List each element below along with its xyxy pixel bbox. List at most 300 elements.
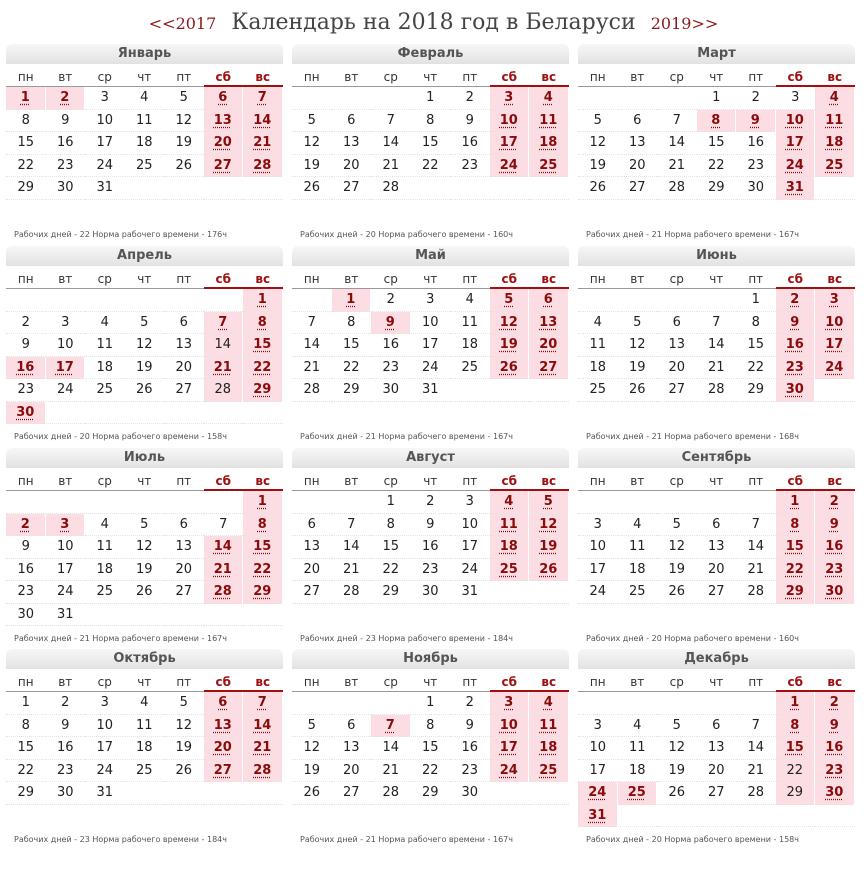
- day-cell: 6: [204, 87, 243, 110]
- day-cell: 14: [332, 536, 372, 559]
- next-year-link[interactable]: 2019>>: [650, 14, 719, 33]
- day-cell: 26: [164, 760, 204, 783]
- day-cell: 10: [450, 514, 490, 537]
- month-work-norm: Рабочих дней - 20 Норма рабочего времени - 158ч: [14, 432, 227, 441]
- day-cell: 13: [697, 737, 737, 760]
- day-cell: 12: [164, 715, 204, 738]
- weekday-header: ср: [371, 471, 411, 491]
- day-cell: 21: [332, 559, 372, 582]
- day-cell: 29: [776, 782, 815, 805]
- weekday-header: вт: [332, 269, 372, 289]
- empty-cell: [243, 177, 283, 200]
- empty-cell: [736, 805, 776, 828]
- month-title: Апрель: [6, 246, 283, 266]
- day-cell: 17: [490, 737, 529, 760]
- month-block: [578, 448, 855, 648]
- day-cell: 20: [204, 737, 243, 760]
- day-cell: 23: [6, 581, 46, 604]
- weekday-header: вт: [618, 471, 658, 491]
- day-cell: 22: [243, 559, 282, 582]
- day-cell: 20: [618, 155, 658, 178]
- weekday-header: сб: [490, 67, 530, 87]
- day-cell: 18: [490, 536, 529, 559]
- day-cell: 9: [450, 715, 490, 738]
- empty-cell: [657, 87, 697, 110]
- day-cell: 16: [411, 536, 451, 559]
- day-cell: 10: [578, 737, 618, 760]
- day-cell: 24: [578, 782, 617, 805]
- day-cell: 17: [46, 357, 85, 380]
- day-cell: 12: [657, 737, 697, 760]
- day-cell: 25: [618, 782, 657, 805]
- day-cell: 19: [657, 760, 697, 783]
- empty-cell: [46, 402, 86, 425]
- month-title: Октябрь: [6, 649, 283, 669]
- day-cell: 17: [85, 132, 125, 155]
- weekday-header: вс: [243, 672, 283, 692]
- day-cell: 23: [46, 155, 86, 178]
- weekday-header: пн: [292, 672, 332, 692]
- day-cell: 25: [85, 581, 125, 604]
- weekday-header: пн: [6, 269, 46, 289]
- day-cell: 30: [815, 782, 854, 805]
- day-cell: 13: [529, 312, 568, 335]
- day-cell: 16: [46, 132, 86, 155]
- weekday-header: сб: [776, 471, 816, 491]
- day-cell: 3: [85, 87, 125, 110]
- day-cell: 29: [6, 177, 46, 200]
- weekday-header: пн: [6, 471, 46, 491]
- empty-cell: [6, 491, 46, 514]
- weekday-header: вс: [815, 67, 855, 87]
- day-cell: 20: [697, 559, 737, 582]
- day-cell: 12: [292, 132, 332, 155]
- weekday-header: вт: [618, 269, 658, 289]
- day-cell: 4: [578, 312, 618, 335]
- day-cell: 28: [243, 155, 282, 178]
- month-block: [6, 649, 283, 849]
- day-cell: 9: [411, 514, 451, 537]
- day-cell: 15: [411, 737, 451, 760]
- empty-cell: [85, 604, 125, 627]
- month-days-grid: [6, 471, 283, 626]
- day-cell: 27: [292, 581, 332, 604]
- month-title: Ноябрь: [292, 649, 569, 669]
- day-cell: 6: [164, 312, 204, 335]
- empty-cell: [125, 289, 165, 312]
- empty-cell: [411, 177, 451, 200]
- day-cell: 4: [125, 692, 165, 715]
- weekday-header: вт: [46, 471, 86, 491]
- weekday-header: чт: [411, 67, 451, 87]
- day-cell: 4: [815, 87, 854, 110]
- day-cell: 26: [164, 155, 204, 178]
- day-cell: 31: [411, 379, 451, 402]
- day-cell: 6: [697, 514, 737, 537]
- day-cell: 16: [6, 559, 46, 582]
- day-cell: 18: [618, 760, 658, 783]
- weekday-header: сб: [204, 471, 244, 491]
- empty-cell: [125, 177, 165, 200]
- day-cell: 17: [578, 760, 618, 783]
- day-cell: 8: [6, 715, 46, 738]
- day-cell: 28: [736, 782, 776, 805]
- day-cell: 11: [490, 514, 529, 537]
- empty-cell: [204, 402, 244, 425]
- weekday-header: чт: [125, 67, 165, 87]
- day-cell: 27: [164, 379, 204, 402]
- empty-cell: [332, 87, 372, 110]
- day-cell: 9: [371, 312, 410, 335]
- day-cell: 22: [332, 357, 372, 380]
- empty-cell: [164, 177, 204, 200]
- day-cell: 24: [490, 760, 529, 783]
- empty-cell: [6, 289, 46, 312]
- weekday-header: ср: [657, 269, 697, 289]
- day-cell: 16: [815, 536, 854, 559]
- day-cell: 17: [490, 132, 529, 155]
- day-cell: 15: [6, 737, 46, 760]
- empty-cell: [243, 782, 283, 805]
- empty-cell: [736, 491, 776, 514]
- day-cell: 2: [371, 289, 411, 312]
- day-cell: 10: [578, 536, 618, 559]
- day-cell: 17: [85, 737, 125, 760]
- empty-cell: [204, 289, 244, 312]
- day-cell: 9: [776, 312, 815, 335]
- day-cell: 25: [815, 155, 854, 178]
- day-cell: 29: [736, 379, 776, 402]
- day-cell: 15: [776, 536, 815, 559]
- day-cell: 10: [46, 536, 86, 559]
- day-cell: 16: [450, 132, 490, 155]
- day-cell: 26: [292, 177, 332, 200]
- empty-cell: [618, 491, 658, 514]
- weekday-header: ср: [371, 672, 411, 692]
- day-cell: 7: [736, 514, 776, 537]
- weekday-header: ср: [85, 672, 125, 692]
- empty-cell: [243, 604, 283, 627]
- empty-cell: [46, 491, 86, 514]
- day-cell: 15: [411, 132, 451, 155]
- weekday-header: вт: [332, 67, 372, 87]
- day-cell: 25: [125, 760, 165, 783]
- empty-cell: [125, 782, 165, 805]
- day-cell: 1: [6, 692, 46, 715]
- day-cell: 29: [371, 581, 411, 604]
- day-cell: 23: [815, 559, 854, 582]
- day-cell: 2: [6, 312, 46, 335]
- day-cell: 6: [332, 110, 372, 133]
- day-cell: 5: [125, 514, 165, 537]
- weekday-header: чт: [697, 471, 737, 491]
- day-cell: 23: [776, 357, 815, 380]
- day-cell: 21: [243, 737, 282, 760]
- day-cell: 1: [243, 289, 282, 312]
- weekday-header: пт: [450, 471, 490, 491]
- day-cell: 29: [411, 782, 451, 805]
- day-cell: 30: [815, 581, 854, 604]
- day-cell: 15: [371, 536, 411, 559]
- empty-cell: [85, 491, 125, 514]
- day-cell: 8: [776, 514, 815, 537]
- day-cell: 3: [776, 87, 816, 110]
- day-cell: 1: [6, 87, 45, 110]
- empty-cell: [815, 379, 855, 402]
- day-cell: 19: [657, 559, 697, 582]
- day-cell: 13: [164, 334, 204, 357]
- weekday-header: вс: [815, 471, 855, 491]
- day-cell: 17: [46, 559, 86, 582]
- day-cell: 26: [618, 379, 658, 402]
- day-cell: 9: [6, 536, 46, 559]
- day-cell: 22: [6, 760, 46, 783]
- day-cell: 2: [815, 491, 854, 514]
- weekday-header: пт: [450, 67, 490, 87]
- day-cell: 19: [529, 536, 568, 559]
- day-cell: 18: [85, 357, 125, 380]
- day-cell: 1: [332, 289, 371, 312]
- weekday-header: чт: [125, 269, 165, 289]
- weekday-header: пн: [578, 672, 618, 692]
- day-cell: 31: [46, 604, 86, 627]
- day-cell: 7: [371, 110, 411, 133]
- day-cell: 13: [618, 132, 658, 155]
- day-cell: 2: [6, 514, 45, 537]
- day-cell: 18: [125, 737, 165, 760]
- day-cell: 30: [6, 402, 45, 425]
- day-cell: 19: [618, 357, 658, 380]
- day-cell: 6: [204, 692, 243, 715]
- empty-cell: [618, 87, 658, 110]
- month-days-grid: [578, 471, 855, 604]
- empty-cell: [697, 692, 737, 715]
- day-cell: 5: [292, 715, 332, 738]
- weekday-header: сб: [776, 67, 816, 87]
- weekday-header: ср: [657, 471, 697, 491]
- month-title: Июль: [6, 448, 283, 468]
- month-work-norm: Рабочих дней - 20 Норма рабочего времени - 160ч: [586, 634, 799, 643]
- empty-cell: [657, 692, 697, 715]
- day-cell: 14: [371, 737, 411, 760]
- weekday-header: пт: [736, 471, 776, 491]
- empty-cell: [490, 177, 530, 200]
- day-cell: 11: [85, 334, 125, 357]
- day-cell: 24: [776, 155, 815, 178]
- day-cell: 4: [529, 692, 568, 715]
- day-cell: 26: [578, 177, 618, 200]
- day-cell: 18: [85, 559, 125, 582]
- weekday-header: вс: [815, 269, 855, 289]
- day-cell: 8: [6, 110, 46, 133]
- day-cell: 27: [204, 760, 243, 783]
- empty-cell: [736, 692, 776, 715]
- empty-cell: [529, 581, 569, 604]
- day-cell: 20: [332, 155, 372, 178]
- day-cell: 15: [736, 334, 776, 357]
- day-cell: 7: [292, 312, 332, 335]
- month-days-grid: [292, 471, 569, 604]
- weekday-header: пт: [164, 471, 204, 491]
- weekday-header: вс: [529, 269, 569, 289]
- month-days-grid: [578, 67, 855, 200]
- day-cell: 8: [243, 514, 282, 537]
- day-cell: 20: [164, 357, 204, 380]
- weekday-header: вт: [332, 672, 372, 692]
- day-cell: 20: [697, 760, 737, 783]
- day-cell: 9: [815, 715, 854, 738]
- day-cell: 1: [776, 491, 815, 514]
- day-cell: 23: [736, 155, 776, 178]
- day-cell: 6: [332, 715, 372, 738]
- day-cell: 2: [46, 87, 85, 110]
- day-cell: 15: [697, 132, 737, 155]
- day-cell: 23: [371, 357, 411, 380]
- empty-cell: [776, 805, 816, 828]
- weekday-header: чт: [411, 269, 451, 289]
- empty-cell: [815, 805, 855, 828]
- day-cell: 12: [490, 312, 529, 335]
- day-cell: 14: [204, 334, 243, 357]
- weekday-header: чт: [697, 672, 737, 692]
- day-cell: 14: [204, 536, 243, 559]
- weekday-header: пн: [578, 269, 618, 289]
- day-cell: 11: [529, 110, 568, 133]
- empty-cell: [125, 402, 165, 425]
- weekday-header: пт: [164, 269, 204, 289]
- month-work-norm: Рабочих дней - 21 Норма рабочего времени - 167ч: [300, 835, 513, 844]
- weekday-header: вс: [243, 471, 283, 491]
- day-cell: 24: [815, 357, 854, 380]
- day-cell: 23: [6, 379, 46, 402]
- day-cell: 30: [776, 379, 815, 402]
- day-cell: 13: [332, 132, 372, 155]
- page-title: Календарь на 2018 год в Беларуси: [231, 10, 636, 35]
- empty-cell: [164, 604, 204, 627]
- weekday-header: вс: [529, 67, 569, 87]
- day-cell: 27: [332, 782, 372, 805]
- weekday-header: пт: [164, 672, 204, 692]
- day-cell: 27: [164, 581, 204, 604]
- day-cell: 1: [736, 289, 776, 312]
- day-cell: 2: [46, 692, 86, 715]
- empty-cell: [85, 402, 125, 425]
- day-cell: 11: [618, 737, 658, 760]
- day-cell: 30: [736, 177, 776, 200]
- day-cell: 25: [529, 155, 568, 178]
- empty-cell: [697, 805, 737, 828]
- day-cell: 13: [332, 737, 372, 760]
- page-header: [0, 10, 867, 35]
- day-cell: 17: [411, 334, 451, 357]
- day-cell: 27: [657, 379, 697, 402]
- day-cell: 21: [697, 357, 737, 380]
- empty-cell: [125, 604, 165, 627]
- empty-cell: [450, 379, 490, 402]
- weekday-header: чт: [125, 672, 165, 692]
- empty-cell: [371, 87, 411, 110]
- month-block: [292, 246, 569, 446]
- day-cell: 9: [46, 110, 86, 133]
- day-cell: 8: [776, 715, 815, 738]
- weekday-header: пт: [450, 672, 490, 692]
- weekday-header: вс: [243, 269, 283, 289]
- day-cell: 18: [578, 357, 618, 380]
- day-cell: 17: [815, 334, 854, 357]
- day-cell: 21: [371, 155, 411, 178]
- day-cell: 16: [371, 334, 411, 357]
- day-cell: 5: [529, 491, 568, 514]
- month-work-norm: Рабочих дней - 21 Норма рабочего времени - 168ч: [586, 432, 799, 441]
- month-days-grid: [6, 67, 283, 200]
- weekday-header: пн: [292, 269, 332, 289]
- empty-cell: [164, 289, 204, 312]
- day-cell: 3: [450, 491, 490, 514]
- empty-cell: [529, 379, 569, 402]
- day-cell: 10: [490, 110, 529, 133]
- weekday-header: вт: [618, 672, 658, 692]
- month-block: [6, 246, 283, 446]
- weekday-header: чт: [411, 672, 451, 692]
- day-cell: 5: [578, 110, 618, 133]
- empty-cell: [204, 782, 244, 805]
- day-cell: 6: [618, 110, 658, 133]
- day-cell: 12: [164, 110, 204, 133]
- day-cell: 13: [204, 110, 243, 133]
- day-cell: 22: [6, 155, 46, 178]
- prev-year-link[interactable]: <<2017: [148, 14, 217, 33]
- month-title: Август: [292, 448, 569, 468]
- day-cell: 26: [657, 782, 697, 805]
- weekday-header: вт: [46, 67, 86, 87]
- day-cell: 16: [776, 334, 815, 357]
- day-cell: 11: [125, 110, 165, 133]
- day-cell: 1: [776, 692, 815, 715]
- day-cell: 5: [164, 87, 204, 110]
- empty-cell: [618, 805, 658, 828]
- day-cell: 24: [46, 581, 86, 604]
- day-cell: 19: [292, 155, 332, 178]
- day-cell: 2: [815, 692, 854, 715]
- day-cell: 26: [490, 357, 529, 380]
- day-cell: 26: [125, 379, 165, 402]
- weekday-header: ср: [371, 269, 411, 289]
- day-cell: 18: [125, 132, 165, 155]
- day-cell: 12: [618, 334, 658, 357]
- day-cell: 11: [618, 536, 658, 559]
- empty-cell: [292, 87, 332, 110]
- day-cell: 7: [243, 692, 282, 715]
- day-cell: 29: [243, 581, 282, 604]
- day-cell: 11: [578, 334, 618, 357]
- empty-cell: [450, 177, 490, 200]
- month-block: [6, 44, 283, 244]
- day-cell: 9: [736, 110, 775, 133]
- day-cell: 7: [736, 715, 776, 738]
- day-cell: 11: [125, 715, 165, 738]
- day-cell: 20: [164, 559, 204, 582]
- day-cell: 6: [697, 715, 737, 738]
- month-work-norm: Рабочих дней - 21 Норма рабочего времени - 167ч: [300, 432, 513, 441]
- day-cell: 10: [46, 334, 86, 357]
- day-cell: 28: [243, 760, 282, 783]
- weekday-header: пн: [292, 67, 332, 87]
- day-cell: 7: [697, 312, 737, 335]
- day-cell: 10: [815, 312, 854, 335]
- day-cell: 29: [6, 782, 46, 805]
- day-cell: 1: [411, 692, 451, 715]
- weekday-header: пт: [450, 269, 490, 289]
